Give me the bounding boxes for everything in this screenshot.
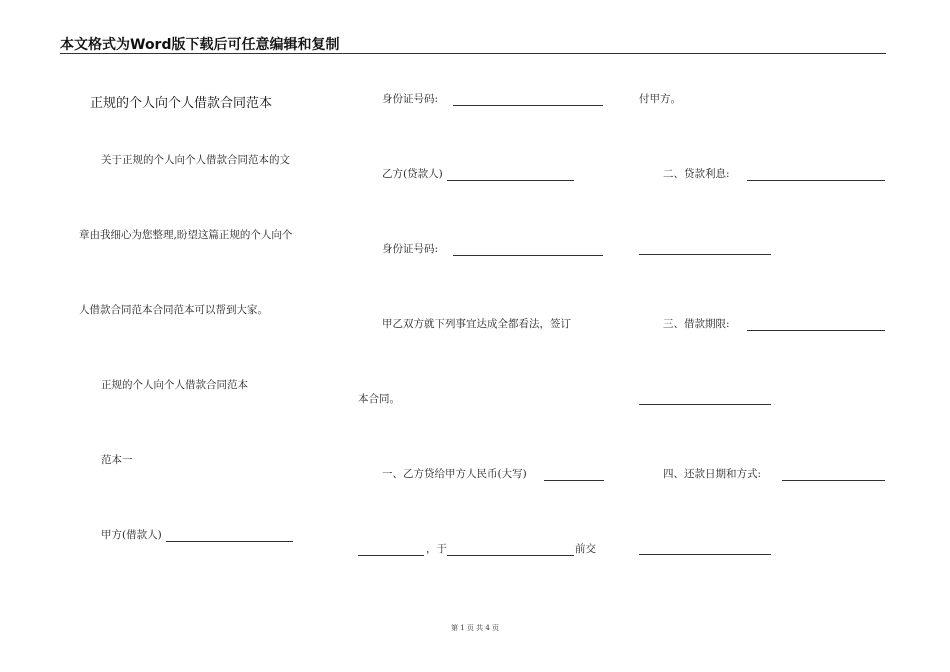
interest-blank [747, 180, 885, 181]
interest-blank-2 [639, 254, 771, 255]
clause-loan-amount: 一、乙方贷给甲方人民币(大写) [382, 468, 527, 480]
intro-line-3: 人借款合同范本合同范本可以帮到大家。 [79, 304, 268, 316]
intro-line-2: 章由我细心为您整理,盼望这篇正规的个人向个 [79, 229, 293, 241]
page-number: 第 1 页 共 4 页 [450, 624, 500, 632]
sample-heading: 范本一 [101, 454, 133, 466]
document-title: 正规的个人向个人借款合同范本 [90, 96, 273, 111]
id-number-label-a: 身份证号码: [382, 93, 439, 105]
party-a-blank [166, 541, 293, 542]
intro-line-1: 关于正规的个人向个人借款合同范本的文 [101, 154, 290, 166]
id-number-blank-a [453, 105, 603, 106]
agreement-line-1: 甲乙双方就下列事宜达成全都看法，签订 [382, 318, 571, 330]
clause-interest: 二、贷款利息: [663, 168, 730, 180]
contract-subtitle: 正规的个人向个人借款合同范本 [101, 379, 248, 391]
repayment-blank [782, 480, 885, 481]
loan-amount-blank-2 [358, 555, 424, 556]
clause-date-connector: ，于 [426, 543, 447, 555]
loan-amount-blank [544, 480, 604, 481]
clause-repayment: 四、还款日期和方式: [663, 468, 762, 480]
pay-to-party-a: 付甲方。 [639, 93, 681, 105]
delivery-date-blank [447, 555, 574, 556]
clause-date-suffix: 前交 [575, 543, 596, 555]
party-b-blank [447, 180, 574, 181]
agreement-line-2: 本合同。 [358, 393, 400, 405]
repayment-blank-2 [639, 554, 771, 555]
id-number-blank-b [453, 255, 603, 256]
header-divider [60, 53, 886, 54]
party-b-label: 乙方(贷款人) [382, 168, 443, 180]
document-header-title: 本文格式为Word版下载后可任意编辑和复制 [60, 37, 340, 53]
term-blank [747, 330, 885, 331]
id-number-label-b: 身份证号码: [382, 243, 439, 255]
clause-term: 三、借款期限: [663, 318, 730, 330]
term-blank-2 [639, 404, 771, 405]
party-a-label: 甲方(借款人) [101, 529, 162, 541]
